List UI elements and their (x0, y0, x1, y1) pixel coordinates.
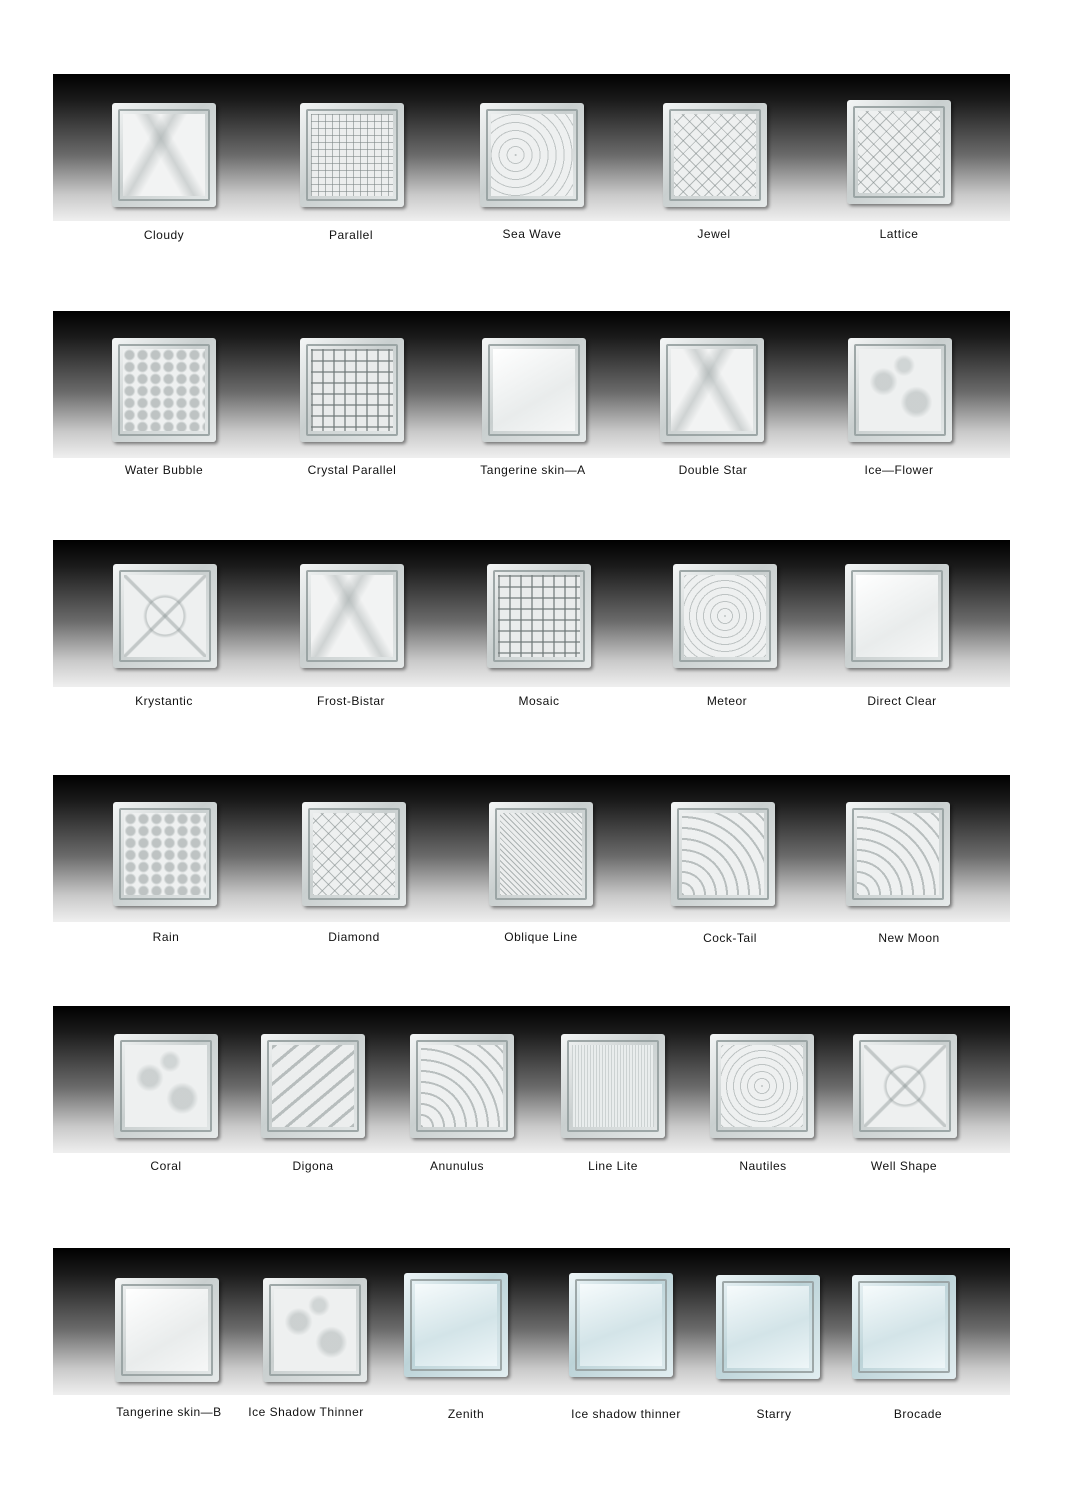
glass-block-tile (404, 1273, 508, 1377)
block-name-label: Crystal Parallel (307, 463, 397, 477)
block-name-label: Tangerine skin—B (116, 1405, 222, 1419)
glass-block-tile (487, 564, 591, 668)
glass-block-image (847, 100, 951, 204)
block-name-label: Line Lite (588, 1159, 638, 1173)
block-name-label: Double Star (678, 463, 748, 477)
glass-block-tile (113, 802, 217, 906)
glass-block-image (263, 1278, 367, 1382)
glass-block-image (115, 1278, 219, 1382)
glass-block-tile (846, 802, 950, 906)
glass-block-tile (663, 103, 767, 207)
glass-block-image (663, 103, 767, 207)
glass-block-tile (300, 338, 404, 442)
glass-block-image (112, 338, 216, 442)
glass-block-image (846, 802, 950, 906)
block-name-label: Diamond (328, 930, 380, 944)
block-name-label: Frost-Bistar (316, 694, 385, 708)
glass-block-image (300, 564, 404, 668)
block-name-label: Well Shape (870, 1159, 938, 1173)
block-name-label: Water Bubble (124, 463, 204, 477)
glass-block-image (489, 802, 593, 906)
glass-block-tile (300, 564, 404, 668)
glass-block-image (482, 338, 586, 442)
block-name-label: Ice Shadow Thinner (248, 1405, 364, 1419)
block-name-label: Anunulus (429, 1159, 485, 1173)
block-name-label: Sea Wave (502, 227, 562, 241)
glass-block-tile (489, 802, 593, 906)
glass-block-image (112, 103, 216, 207)
glass-block-image (848, 338, 952, 442)
block-name-label: Mosaic (518, 694, 560, 708)
glass-block-tile (845, 564, 949, 668)
glass-block-tile (853, 1034, 957, 1138)
glass-block-tile (115, 1278, 219, 1382)
block-name-label: Lattice (879, 227, 919, 241)
glass-block-tile (112, 103, 216, 207)
glass-block-tile (482, 338, 586, 442)
glass-block-image (845, 564, 949, 668)
block-name-label: Oblique Line (504, 930, 578, 944)
glass-block-tile (480, 103, 584, 207)
block-name-label: Starry (756, 1407, 792, 1421)
glass-block-image (569, 1273, 673, 1377)
glass-block-tile (112, 338, 216, 442)
glass-block-image (300, 338, 404, 442)
glass-block-tile (113, 564, 217, 668)
glass-block-image (404, 1273, 508, 1377)
block-name-label: Ice—Flower (864, 463, 934, 477)
glass-block-tile (673, 564, 777, 668)
block-name-label: Zenith (447, 1407, 485, 1421)
glass-block-tile (716, 1275, 820, 1379)
block-name-label: Digona (292, 1159, 334, 1173)
block-name-label: Meteor (706, 694, 748, 708)
block-name-label: Brocade (893, 1407, 943, 1421)
block-name-label: Krystantic (135, 694, 193, 708)
glass-block-image (710, 1034, 814, 1138)
glass-block-image (261, 1034, 365, 1138)
glass-block-tile (569, 1273, 673, 1377)
glass-block-tile (302, 802, 406, 906)
glass-block-tile (847, 100, 951, 204)
block-name-label: Direct Clear (867, 694, 937, 708)
glass-block-image (487, 564, 591, 668)
glass-block-tile (660, 338, 764, 442)
glass-block-tile (300, 103, 404, 207)
block-name-label: Coral (150, 1159, 182, 1173)
glass-block-tile (848, 338, 952, 442)
block-name-label: Ice shadow thinner (571, 1407, 681, 1421)
glass-block-image (671, 802, 775, 906)
block-name-label: Parallel (328, 228, 374, 242)
block-name-label: Cloudy (143, 228, 185, 242)
glass-block-image (300, 103, 404, 207)
block-name-label: New Moon (878, 931, 940, 945)
glass-block-image (114, 1034, 218, 1138)
glass-block-image (561, 1034, 665, 1138)
glass-block-tile (671, 802, 775, 906)
glass-block-image (660, 338, 764, 442)
glass-block-tile (852, 1275, 956, 1379)
block-name-label: Nautiles (739, 1159, 787, 1173)
glass-block-image (673, 564, 777, 668)
block-name-label: Jewel (697, 227, 731, 241)
glass-block-image (302, 802, 406, 906)
glass-block-image (480, 103, 584, 207)
glass-block-tile (261, 1034, 365, 1138)
glass-block-tile (410, 1034, 514, 1138)
glass-block-image (410, 1034, 514, 1138)
block-name-label: Tangerine skin—A (480, 463, 586, 477)
block-name-label: Rain (152, 930, 180, 944)
glass-block-tile (561, 1034, 665, 1138)
glass-block-image (716, 1275, 820, 1379)
glass-block-image (113, 564, 217, 668)
glass-block-image (852, 1275, 956, 1379)
glass-block-image (853, 1034, 957, 1138)
glass-block-tile (114, 1034, 218, 1138)
glass-block-image (113, 802, 217, 906)
glass-block-tile (263, 1278, 367, 1382)
block-name-label: Cock-Tail (703, 931, 757, 945)
glass-block-tile (710, 1034, 814, 1138)
